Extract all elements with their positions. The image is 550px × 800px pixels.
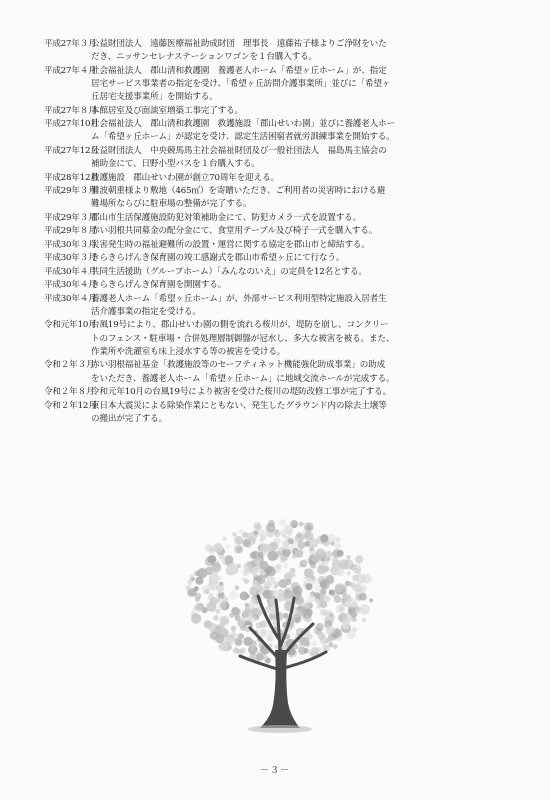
leaf-dot (213, 543, 223, 553)
leaf-dot (195, 593, 202, 600)
timeline-entry (44, 212, 524, 225)
leaf-dot (295, 596, 305, 606)
leaf-dot (207, 602, 217, 612)
leaf-dot (243, 563, 253, 573)
timeline-entry (44, 279, 524, 292)
leaf-dot (288, 538, 294, 544)
timeline-date: 令和２年12月 (44, 400, 97, 411)
timeline-entry (44, 38, 524, 64)
timeline-text (91, 105, 524, 118)
leaf-dot (189, 574, 193, 578)
leaf-dot (346, 555, 350, 559)
timeline-text-line: 令和元年10月の台風19号により被害を受けた桜川の堤防改修工事が完了する。 (91, 387, 391, 398)
leaf-dot (284, 590, 293, 599)
leaf-dot (299, 522, 304, 527)
leaf-dot (304, 568, 314, 578)
leaf-dot (362, 618, 366, 622)
timeline-text-line: トのフェンス・駐車場・合併処理層制御盤が冠水し、多大な被害を被る。また、 (91, 333, 395, 344)
leaf-dot (222, 537, 227, 542)
leaf-dot (283, 563, 288, 568)
timeline-text-line: 丘居宅支援事業所」を開始する。 (91, 92, 218, 103)
timeline-date: 平成28年12月 (44, 172, 99, 183)
timeline-text-line: 難場所ならびに駐車場の整備が完了する。 (91, 199, 252, 210)
leaf-dot (240, 591, 249, 600)
leaf-dot (235, 638, 243, 646)
timeline-text (91, 400, 524, 426)
timeline-entry (44, 145, 524, 171)
leaf-dot (274, 531, 280, 537)
timeline-text-line: 赤い羽根共同募金の配分金にて、食堂用テーブル及び椅子一式を購入する。 (91, 226, 378, 237)
leaf-dot (337, 550, 344, 557)
timeline-text-line: 台風19号により、郡山せいわ園の側を流れる桜川が、堤防を崩し、コンクリー (91, 320, 389, 331)
leaf-dot (369, 598, 373, 602)
leaf-dot (360, 604, 370, 614)
timeline-text-line: だき、ニッサンセレナステーションワゴンを１台購入する。 (91, 52, 318, 63)
timeline-entry (44, 225, 524, 238)
leaf-dot (283, 613, 289, 619)
timeline-entry (44, 266, 524, 279)
leaf-dot (232, 532, 237, 537)
timeline-text (91, 65, 524, 105)
leaf-dot (312, 554, 321, 563)
leaf-dot (317, 565, 326, 574)
leaf-dot (296, 549, 303, 556)
leaf-dot (355, 555, 363, 563)
leaf-dot (292, 586, 302, 596)
leaf-dot (326, 638, 331, 643)
leaf-dot (209, 549, 214, 554)
leaf-dot (329, 590, 335, 596)
leaf-dot (292, 614, 302, 624)
leaf-dot (237, 564, 241, 568)
leaf-dot (352, 617, 357, 622)
timeline-date: 平成29年３月 (44, 186, 97, 197)
leaf-dot (187, 589, 195, 597)
leaf-dot (250, 646, 255, 651)
timeline-entry (44, 118, 524, 144)
leaf-dot (238, 619, 245, 626)
leaf-dot (219, 642, 228, 651)
leaf-dot (220, 616, 230, 626)
timeline-date: 令和元年10月 (44, 320, 97, 331)
leaf-dot (244, 579, 249, 584)
leaf-dot (318, 632, 326, 640)
timeline-text-line: 作業所や洗濯室も床上浸水する等の被害を受ける。 (91, 346, 286, 357)
leaf-dot (273, 585, 277, 589)
leaf-dot (256, 622, 263, 629)
leaf-dot (285, 579, 291, 585)
timeline-text (91, 212, 524, 225)
timeline-text (91, 239, 524, 252)
timeline-text-line: ム「希望ヶ丘ホーム」が認定を受け、認定生活困窮者就労訓練事業を開始する。 (91, 132, 395, 143)
leaf-dot (330, 541, 335, 546)
leaf-dot (279, 519, 286, 526)
timeline-date: 平成30年３月 (44, 239, 97, 250)
leaf-dot (292, 524, 297, 529)
leaf-dot (298, 542, 306, 550)
timeline-text-line: 東日本大震災による除染作業にともない、発生したグラウンド内の除去土壌等 (91, 400, 387, 411)
timeline-text-line: 養護老人ホーム「希望ヶ丘ホーム」が、外部サービス利用型特定施設入居者生 (91, 293, 387, 304)
leaf-dot (236, 547, 242, 553)
leaf-dot (352, 627, 358, 633)
leaf-dot (251, 616, 257, 622)
leaf-dot (303, 608, 313, 618)
leaf-dot (215, 634, 225, 644)
timeline-date: 平成29年３月 (44, 212, 97, 223)
timeline-text-line: 公益財団法人 遠藤医療福祉助成財団 理事長 遠藤祐子様よりご浄財をいた (91, 39, 387, 49)
leaf-dot (267, 580, 272, 585)
timeline-entry (44, 105, 524, 118)
leaf-dot (238, 529, 243, 534)
leaf-dot (217, 600, 226, 609)
leaf-dot (243, 540, 248, 545)
leaf-dot (229, 613, 234, 618)
leaf-dot (256, 653, 264, 661)
timeline-text (91, 38, 524, 64)
timeline-text-line: きらきらげんき保育園の竣工感謝式を郡山市希望ヶ丘にて行なう。 (91, 253, 345, 264)
leaf-dot (305, 583, 312, 590)
leaf-dot (240, 647, 246, 653)
leaf-dot (234, 536, 243, 545)
leaf-dot (208, 555, 217, 564)
leaf-dot (330, 643, 335, 648)
timeline-text (91, 293, 524, 319)
leaf-dot (352, 575, 359, 582)
leaf-dot (294, 540, 299, 545)
timeline-date: 令和２年８月 (44, 387, 95, 398)
leaf-dot (228, 563, 238, 573)
leaf-dot (225, 555, 234, 564)
leaf-dot (307, 594, 315, 602)
timeline-entry (44, 319, 524, 359)
leaf-dot (316, 623, 324, 631)
timeline-text (91, 225, 524, 238)
timeline-text-line: 社会福祉法人 郡山清和救護園 救護施設「郡山せいわ園」並びに養護老人ホー (91, 119, 395, 130)
leaf-dot (265, 658, 270, 663)
leaf-dot (341, 621, 349, 629)
leaf-dot (191, 614, 201, 624)
timeline-entry (44, 185, 524, 211)
timeline-text-line: 社会福祉法人 郡山清和救護園 養護老人ホーム「希望ヶ丘ホーム」が、指定 (91, 65, 387, 76)
leaf-dot (260, 629, 267, 636)
leaf-dot (208, 596, 213, 601)
leaf-dot (326, 626, 335, 635)
timeline-text (91, 359, 524, 385)
leaf-dot (229, 590, 238, 599)
timeline-text-line: 共同生活援助（グループホーム）「みんなのいえ」の定員を12名とする。 (91, 266, 367, 277)
leaf-dot (284, 545, 290, 551)
leaf-dot (197, 603, 204, 610)
page-number: －３－ (259, 766, 290, 776)
leaf-dot (267, 635, 274, 642)
timeline-text-line: 郡山市生活保護施設防犯対策補助金にて、防犯カメラ一式を設置する。 (91, 212, 362, 223)
leaf-dot (205, 567, 213, 575)
leaf-dot (259, 538, 263, 542)
leaf-dot (245, 607, 250, 612)
timeline-entry (44, 293, 524, 319)
leaf-dot (195, 577, 203, 585)
timeline-entry (44, 65, 524, 105)
leaf-dot (320, 552, 325, 557)
leaf-dot (335, 583, 344, 592)
timeline-text-line: 活介護事業の指定を受ける。 (91, 306, 201, 317)
leaf-dot (339, 559, 349, 569)
leaf-dot (353, 584, 361, 592)
leaf-dot (334, 595, 341, 602)
leaf-dot (339, 607, 344, 612)
leaf-dot (347, 571, 351, 575)
leaf-dot (303, 648, 308, 653)
leaf-dot (255, 555, 259, 559)
leaf-dot (215, 609, 220, 614)
leaf-dot (231, 631, 236, 636)
leaf-dot (298, 646, 304, 652)
timeline-date: 平成30年４月 (44, 266, 97, 277)
timeline-entry (44, 400, 524, 426)
leaf-dot (348, 598, 358, 608)
timeline-date: 平成27年８月 (44, 105, 97, 116)
leaf-dot (352, 564, 361, 573)
leaf-dot (324, 595, 331, 602)
timeline-text (91, 172, 524, 185)
timeline-text (91, 252, 524, 265)
leaf-dot (320, 579, 330, 589)
leaf-dot (309, 649, 317, 657)
leaf-dot (226, 544, 231, 549)
leaf-dot (260, 530, 269, 539)
leaf-dot (243, 637, 252, 646)
timeline-text (91, 185, 524, 211)
leaf-dot (202, 585, 210, 593)
timeline-text-line: きらきらげんき保育園を開園する。 (91, 280, 227, 291)
leaf-dot (256, 575, 265, 584)
leaf-dot (266, 523, 275, 532)
timeline-entry (44, 172, 524, 185)
leaf-dot (280, 552, 289, 561)
leaf-dot (305, 542, 310, 547)
history-timeline (44, 38, 524, 426)
leaf-dot (317, 604, 322, 609)
timeline-entry (44, 386, 524, 399)
timeline-date: 平成29年８月 (44, 226, 97, 237)
timeline-entry (44, 239, 524, 252)
timeline-entry (44, 359, 524, 385)
leaf-dot (284, 525, 293, 534)
leaf-dot (217, 576, 222, 581)
timeline-text (91, 319, 524, 359)
timeline-text (91, 145, 524, 171)
timeline-text-line: をいただき、養護老人ホーム「希望ヶ丘ホーム」に地域交流ホールが完成する。 (91, 373, 395, 384)
timeline-date: 平成30年４月 (44, 280, 97, 291)
leaf-dot (324, 610, 332, 618)
leaf-dot (208, 623, 217, 632)
leaf-dot (292, 573, 296, 577)
timeline-text-line: 補助金にて、日野小型バスを１台購入する。 (91, 159, 260, 170)
timeline-text-line: 居宅サービス事業者の指定を受け、「希望ヶ丘訪問介護事業所」並びに「希望ヶ (91, 78, 391, 89)
leaf-dot (320, 534, 328, 542)
timeline-entry (44, 252, 524, 265)
timeline-date: 平成30年３月 (44, 253, 97, 264)
leaf-dot (304, 522, 314, 532)
leaf-dot (235, 585, 240, 590)
timeline-text-line: 公益財団法人 中央競馬馬主社会福祉財団及び一般社団法人 福島馬主協会の (91, 145, 387, 156)
timeline-text (91, 118, 524, 144)
timeline-text-line: 本館居室及び面談室増築工事完了する。 (91, 105, 243, 116)
timeline-text-line: 赤い羽根福祉基金「救護施設等のセーフティネット機能強化助成事業」の助成 (91, 360, 386, 371)
timeline-date: 平成27年４月 (44, 65, 97, 76)
timeline-date: 平成27年10月 (44, 119, 99, 130)
timeline-text-line: 難波朝重様より敷地（465㎡）を寄贈いただき、ご利用者の災害時における避 (91, 186, 386, 197)
leaf-dot (335, 538, 340, 543)
leaf-dot (247, 532, 257, 542)
leaf-dot (231, 626, 237, 632)
leaf-dot (245, 603, 249, 607)
leaf-dot (194, 586, 199, 591)
timeline-date: 令和２年３月 (44, 360, 95, 371)
leaf-dot (300, 637, 309, 646)
timeline-text (91, 279, 524, 292)
timeline-text-line: 災害発生時の福祉避難所の設置・運営に関する協定を郡山市と締結する。 (91, 239, 370, 250)
timeline-text-line: の搬出が完了する。 (91, 413, 167, 424)
leaf-dot (268, 607, 276, 615)
leaf-dot (213, 615, 219, 621)
leaf-dot (254, 559, 259, 564)
timeline-date: 平成27年３月 (44, 39, 97, 49)
leaf-dot (359, 593, 367, 601)
tree-illustration (180, 510, 380, 740)
leaf-dot (260, 544, 269, 553)
leaf-dot (335, 543, 341, 549)
leaf-dot (260, 561, 269, 570)
timeline-date: 平成30年４月 (44, 293, 97, 304)
leaf-dot (340, 613, 346, 619)
leaf-dot (326, 557, 330, 561)
timeline-text-line: 救護施設 郡山せいわ園が創立70周年を迎える。 (91, 172, 279, 183)
leaf-dot (302, 559, 308, 565)
leaf-dot (192, 607, 196, 611)
timeline-text (91, 266, 524, 279)
timeline-date: 平成27年12月 (44, 145, 99, 156)
leaf-dot (345, 581, 351, 587)
leaf-dot (311, 640, 317, 646)
leaf-dot (217, 586, 224, 593)
timeline-text (91, 386, 524, 399)
leaf-dot (309, 538, 319, 548)
leaf-dot (255, 523, 262, 530)
